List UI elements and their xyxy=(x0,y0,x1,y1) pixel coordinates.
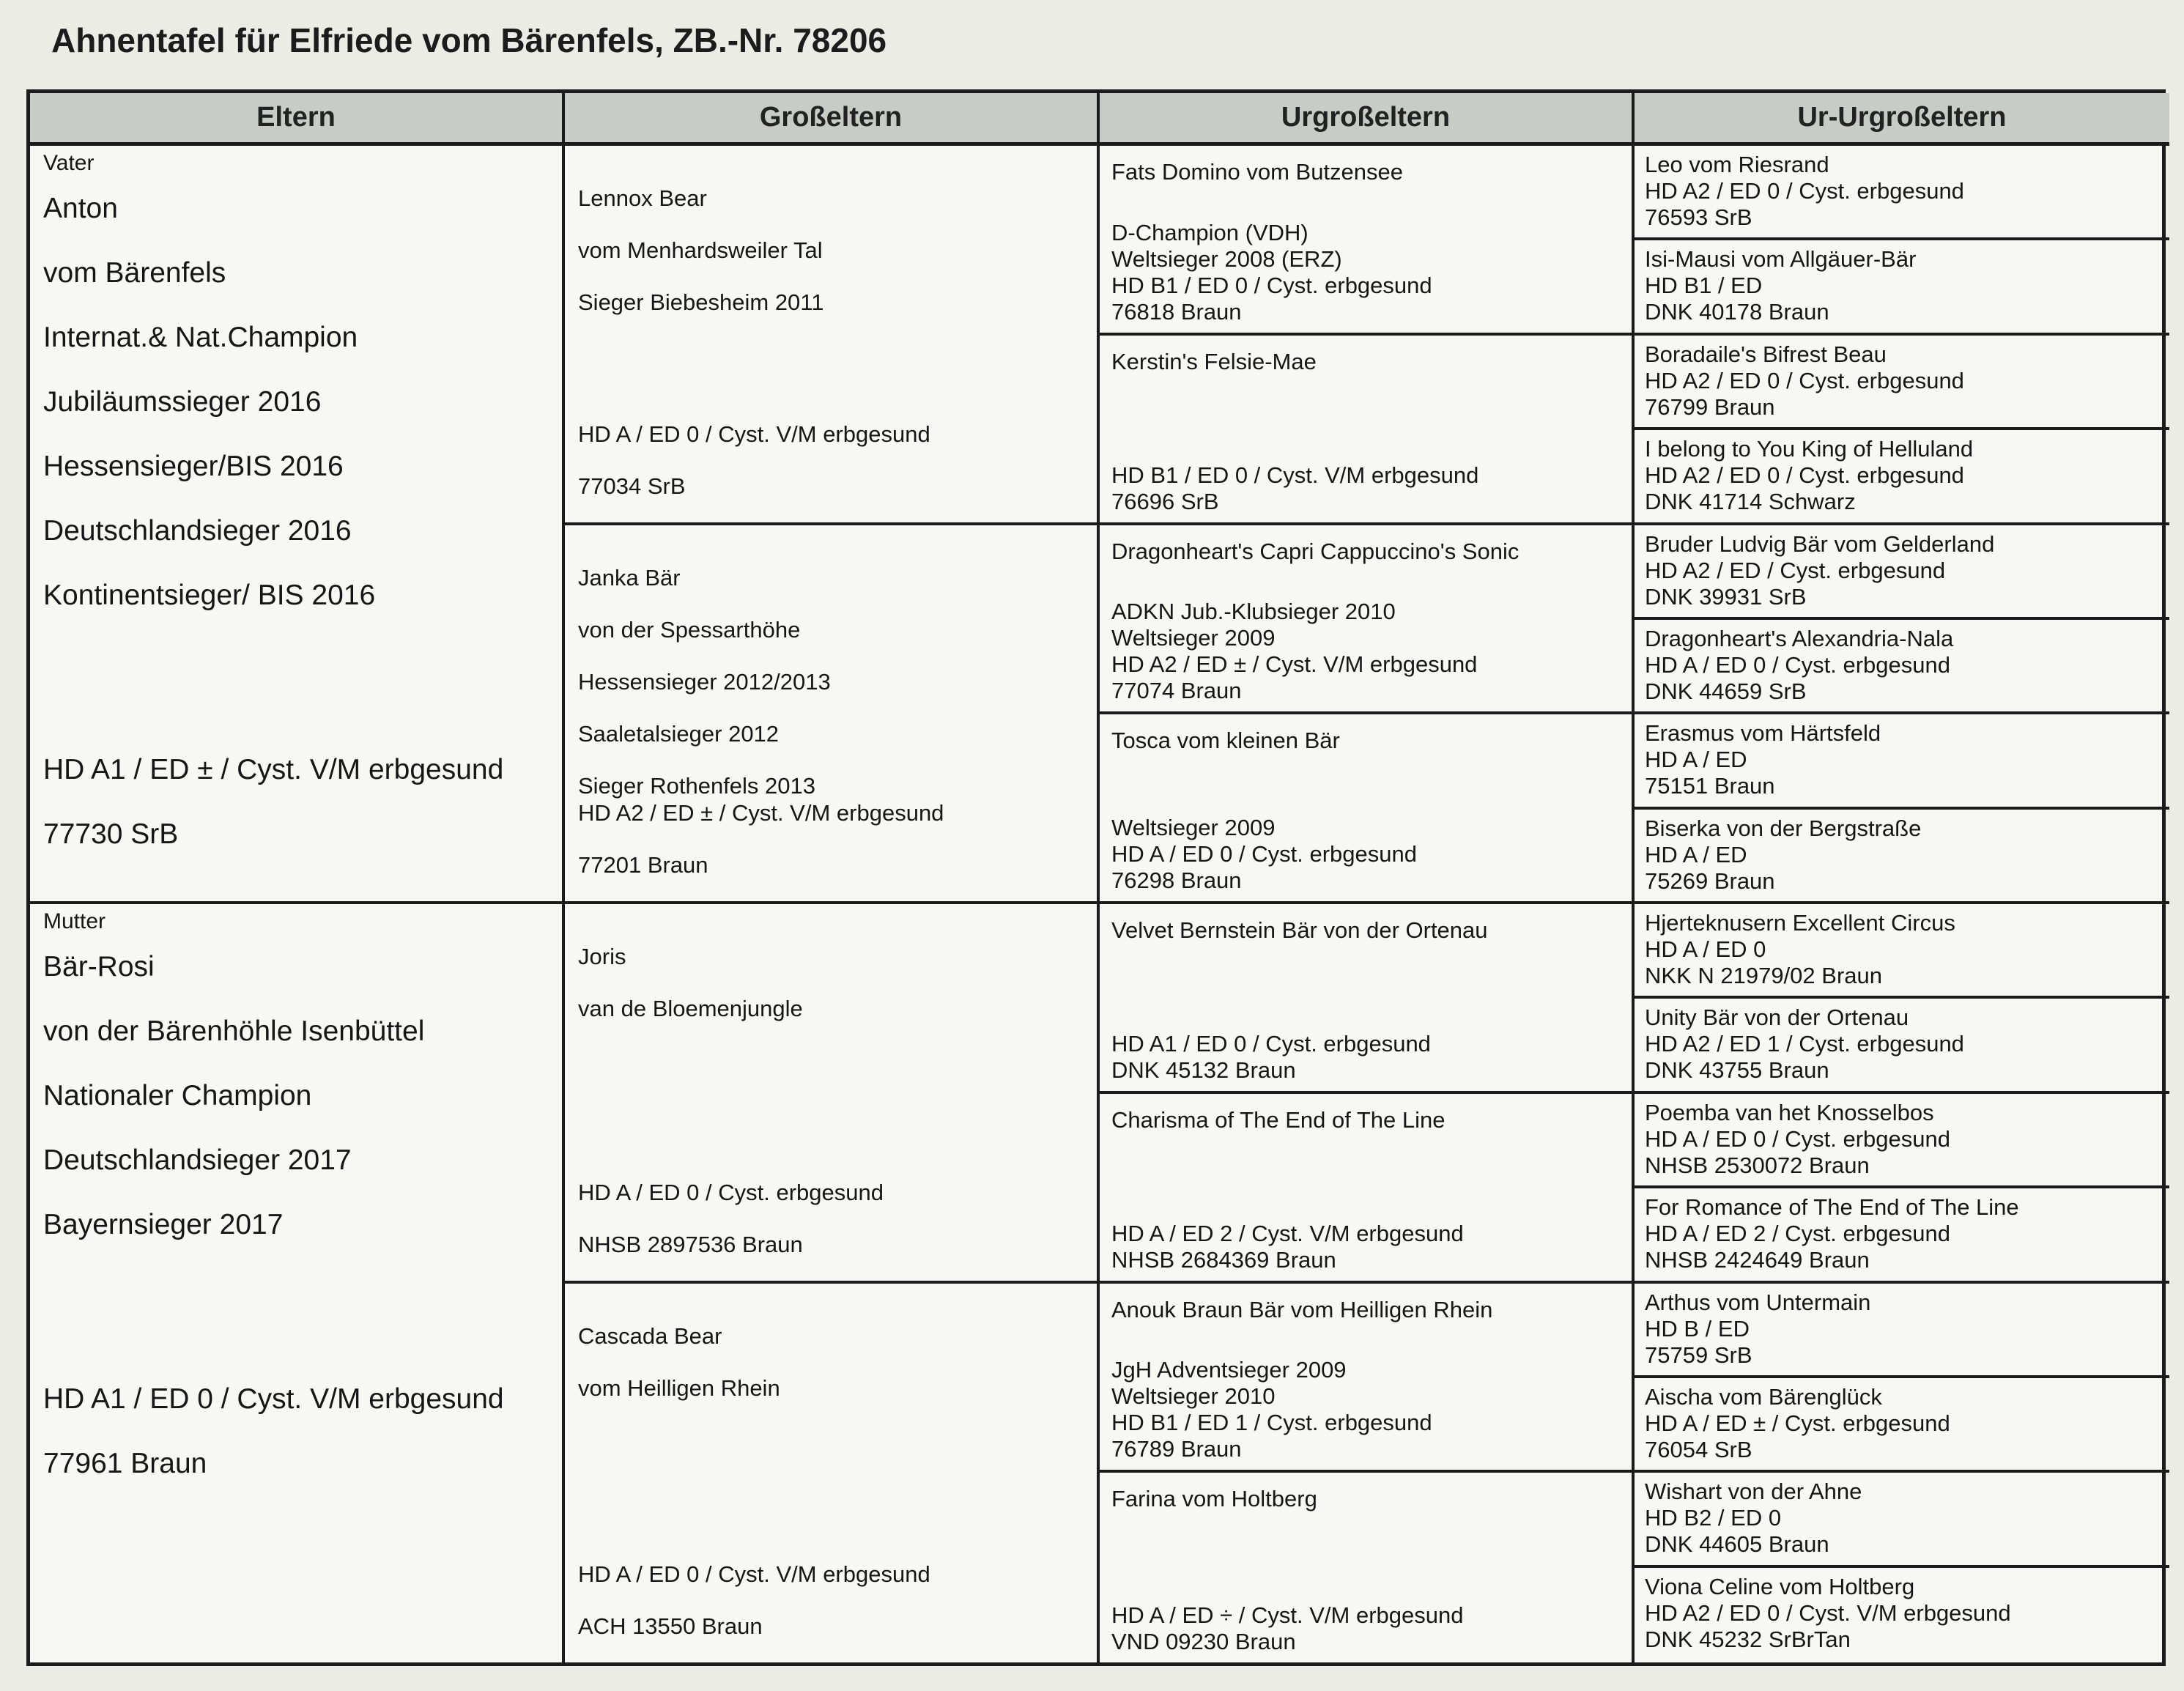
parent-line: Jubiläumssieger 2016 xyxy=(43,386,322,418)
great-great-grandparent-line: Isi-Mausi vom Allgäuer-Bär xyxy=(1645,246,1917,273)
great-grandparent-cell xyxy=(1100,714,1635,904)
grandparent-line: Lennox Bear xyxy=(578,185,707,211)
grandparent-line: vom Menhardsweiler Tal xyxy=(578,237,823,263)
parent-line: vom Bärenfels xyxy=(43,257,226,289)
great-grandparent-details xyxy=(1111,220,1624,325)
parent-line: Internat.& Nat.Champion xyxy=(43,322,358,353)
great-great-grandparent-line: HD A2 / ED 1 / Cyst. erbgesund xyxy=(1645,1031,1964,1057)
great-grandparent-detail-line: JgH Adventsieger 2009 xyxy=(1111,1357,1347,1383)
grandparent-line: Joris xyxy=(578,944,626,969)
grandparent-line: Sieger Rothenfels 2013 xyxy=(578,772,816,799)
great-great-grandparent-cell xyxy=(1635,525,2169,620)
parent-registration: 77961 Braun xyxy=(43,1448,207,1479)
great-great-grandparent-line: Wishart von der Ahne xyxy=(1645,1479,1862,1505)
great-great-grandparent-line: NKK N 21979/02 Braun xyxy=(1645,963,1882,988)
great-great-grandparent-line: For Romance of The End of The Line xyxy=(1645,1194,2019,1221)
great-grandparent-detail-line: HD A / ED ÷ / Cyst. V/M erbgesund xyxy=(1111,1602,1464,1628)
parent-label: Mutter xyxy=(43,909,106,933)
great-great-grandparent-line: Poemba van het Knosselbos xyxy=(1645,1099,1934,1125)
great-grandparent-detail-line: NHSB 2684369 Braun xyxy=(1111,1246,1336,1273)
great-grandparent-name: Velvet Bernstein Bär von der Ortenau xyxy=(1111,917,1488,943)
grandparent-foot-line: HD A2 / ED ± / Cyst. V/M erbgesund xyxy=(578,800,944,826)
grandparent-line: Hessensieger 2012/2013 xyxy=(578,668,831,695)
grandparent-line: Janka Bär xyxy=(578,564,681,591)
great-grandparent-cell xyxy=(1100,1094,1635,1284)
grandparent-foot-line: 77034 SrB xyxy=(578,473,686,499)
great-great-grandparent-line: Aischa vom Bärenglück xyxy=(1645,1383,1882,1410)
great-great-grandparent-line: DNK 44659 SrB xyxy=(1645,678,1807,704)
header-eltern: Eltern xyxy=(30,93,565,146)
great-grandparent-details xyxy=(1111,1357,1624,1462)
header-ur-urgrosseltern: Ur-Urgroßeltern xyxy=(1635,93,2169,146)
parent-label: Vater xyxy=(43,151,95,175)
great-great-grandparent-line: HD B / ED xyxy=(1645,1315,1750,1342)
great-great-grandparent-line: HD A / ED xyxy=(1645,747,1747,773)
great-great-grandparent-line: HD A / ED 0 xyxy=(1645,936,1766,962)
great-great-grandparent-line: 76799 Braun xyxy=(1645,393,1775,420)
parent-line: Kontinentsieger/ BIS 2016 xyxy=(43,580,376,611)
grandparent-footer xyxy=(578,787,944,891)
pedigree-table xyxy=(26,89,2166,1666)
great-grandparent-cell xyxy=(1100,1473,1635,1662)
great-great-grandparent-line: DNK 39931 SrB xyxy=(1645,583,1807,610)
great-grandparent-detail-line: 76818 Braun xyxy=(1111,298,1242,325)
great-great-grandparent-line: DNK 45232 SrBrTan xyxy=(1645,1626,1851,1652)
great-grandparent-detail-line: HD B1 / ED 1 / Cyst. erbgesund xyxy=(1111,1410,1432,1436)
parent-registration: 77730 SrB xyxy=(43,818,179,850)
great-great-grandparent-line: Unity Bär von der Ortenau xyxy=(1645,1004,1909,1031)
great-great-grandparent-cell xyxy=(1635,1284,2169,1378)
great-great-grandparent-line: 76054 SrB xyxy=(1645,1436,1752,1462)
parent-spacer xyxy=(43,1257,552,1367)
grandparent-cell xyxy=(565,904,1100,1284)
great-grandparent-details xyxy=(1111,1031,1624,1084)
great-great-grandparent-line: 75151 Braun xyxy=(1645,773,1775,799)
parent-mother xyxy=(30,904,565,1662)
grandparent-line: van de Bloemenjungle xyxy=(578,996,803,1021)
great-great-grandparent-line: HD B1 / ED xyxy=(1645,273,1763,299)
great-great-grandparent-line: HD A / ED 0 / Cyst. erbgesund xyxy=(1645,651,1950,678)
great-great-grandparent-line: NHSB 2530072 Braun xyxy=(1645,1152,1870,1178)
great-great-grandparent-cell xyxy=(1635,1188,2169,1283)
great-great-grandparent-line: Dragonheart's Alexandria-Nala xyxy=(1645,625,1954,651)
great-great-grandparent-line: HD A / ED xyxy=(1645,841,1747,867)
great-great-grandparent-line: Erasmus vom Härtsfeld xyxy=(1645,720,1881,747)
great-great-grandparent-line: Viona Celine vom Holtberg xyxy=(1645,1573,1915,1599)
great-grandparent-details xyxy=(1111,1221,1624,1273)
great-great-grandparent-line: DNK 43755 Braun xyxy=(1645,1057,1829,1084)
great-great-grandparent-line: HD A2 / ED 0 / Cyst. erbgesund xyxy=(1645,367,1964,393)
great-grandparent-name: Kerstin's Felsie-Mae xyxy=(1111,348,1317,374)
great-grandparent-name: Dragonheart's Capri Cappuccino's Sonic xyxy=(1111,538,1519,564)
grandparent-cell xyxy=(565,1284,1100,1663)
great-great-grandparent-line: HD A2 / ED 0 / Cyst. erbgesund xyxy=(1645,178,1964,204)
grandparent-line: Saaletalsieger 2012 xyxy=(578,720,780,747)
page-title: Ahnentafel für Elfriede vom Bärenfels, ZB.-Nr. 78206 xyxy=(51,21,887,59)
great-great-grandparent-line: Hjerteknusern Excellent Circus xyxy=(1645,910,1955,936)
great-great-grandparent-line: NHSB 2424649 Braun xyxy=(1645,1247,1870,1273)
great-great-grandparent-line: HD A2 / ED 0 / Cyst. erbgesund xyxy=(1645,462,1964,489)
great-grandparent-detail-line: Weltsieger 2009 xyxy=(1111,815,1276,840)
parent-line: von der Bärenhöhle Isenbüttel xyxy=(43,1015,425,1047)
grandparent-footer xyxy=(578,408,930,512)
grandparent-line: vom Heilligen Rhein xyxy=(578,1374,780,1401)
parent-line: Bayernsieger 2017 xyxy=(43,1209,284,1240)
great-grandparent-detail-line: 76789 Braun xyxy=(1111,1436,1242,1462)
great-great-grandparent-line: Bruder Ludvig Bär vom Gelderland xyxy=(1645,530,1995,557)
great-grandparent-detail-line: HD A / ED 2 / Cyst. V/M erbgesund xyxy=(1111,1220,1464,1246)
great-grandparent-detail-line: VND 09230 Braun xyxy=(1111,1629,1296,1654)
great-great-grandparent-cell xyxy=(1635,1094,2169,1188)
great-grandparent-detail-line: HD B1 / ED 0 / Cyst. erbgesund xyxy=(1111,272,1432,298)
great-grandparent-detail-line: ADKN Jub.-Klubsieger 2010 xyxy=(1111,599,1396,625)
great-grandparent-cell xyxy=(1100,525,1635,715)
great-grandparent-detail-line: 77074 Braun xyxy=(1111,678,1242,704)
great-great-grandparent-line: DNK 41714 Schwarz xyxy=(1645,489,1856,515)
great-grandparent-name: Charisma of The End of The Line xyxy=(1111,1106,1445,1133)
great-great-grandparent-line: HD A / ED 2 / Cyst. erbgesund xyxy=(1645,1221,1950,1247)
great-grandparent-detail-line: 76298 Braun xyxy=(1111,867,1242,893)
grandparent-foot-line: HD A / ED 0 / Cyst. V/M erbgesund xyxy=(578,1561,930,1587)
great-great-grandparent-line: I belong to You King of Helluland xyxy=(1645,436,1974,462)
grandparent-cell xyxy=(565,525,1100,905)
great-great-grandparent-cell xyxy=(1635,240,2169,335)
great-grandparent-detail-line: HD B1 / ED 0 / Cyst. V/M erbgesund xyxy=(1111,462,1479,488)
great-grandparent-cell xyxy=(1100,1284,1635,1473)
great-great-grandparent-cell xyxy=(1635,1568,2169,1662)
great-great-grandparent-cell xyxy=(1635,999,2169,1093)
great-grandparent-name: Farina vom Holtberg xyxy=(1111,1486,1317,1512)
parent-line: Anton xyxy=(43,193,118,224)
great-great-grandparent-cell xyxy=(1635,430,2169,525)
parent-line: Deutschlandsieger 2017 xyxy=(43,1144,352,1176)
great-great-grandparent-line: 75759 SrB xyxy=(1645,1342,1752,1368)
header-grosseltern: Großeltern xyxy=(565,93,1100,146)
grandparent-foot-line: HD A / ED 0 / Cyst. V/M erbgesund xyxy=(578,421,930,447)
grandparent-line: Sieger Biebesheim 2011 xyxy=(578,289,824,315)
great-great-grandparent-cell xyxy=(1635,810,2169,904)
great-great-grandparent-cell xyxy=(1635,336,2169,430)
great-great-grandparent-line: HD B2 / ED 0 xyxy=(1645,1505,1782,1531)
great-great-grandparent-line: Leo vom Riesrand xyxy=(1645,152,1829,177)
parent-health: HD A1 / ED ± / Cyst. V/M erbgesund xyxy=(43,754,504,785)
parent-health: HD A1 / ED 0 / Cyst. V/M erbgesund xyxy=(43,1383,504,1415)
great-grandparent-details xyxy=(1111,599,1624,704)
parent-line: Hessensieger/BIS 2016 xyxy=(43,451,344,482)
great-great-grandparent-line: DNK 44605 Braun xyxy=(1645,1531,1829,1558)
grandparent-foot-line: NHSB 2897536 Braun xyxy=(578,1231,803,1257)
great-grandparent-detail-line: 76696 SrB xyxy=(1111,488,1219,514)
grandparent-footer xyxy=(578,1166,884,1270)
great-great-grandparent-cell xyxy=(1635,1473,2169,1567)
great-great-grandparent-line: Arthus vom Untermain xyxy=(1645,1289,1871,1315)
great-great-grandparent-line: HD A2 / ED / Cyst. erbgesund xyxy=(1645,557,1946,583)
parent-line: Bär-Rosi xyxy=(43,951,155,983)
great-grandparent-detail-line: DNK 45132 Braun xyxy=(1111,1057,1296,1083)
grandparent-foot-line: 77201 Braun xyxy=(578,852,708,878)
great-great-grandparent-line: HD A / ED 0 / Cyst. erbgesund xyxy=(1645,1125,1950,1152)
grandparent-foot-line: HD A / ED 0 / Cyst. erbgesund xyxy=(578,1179,884,1205)
great-great-grandparent-line: HD A / ED ± / Cyst. erbgesund xyxy=(1645,1410,1950,1436)
grandparent-cell xyxy=(565,146,1100,525)
great-grandparent-detail-line: Weltsieger 2008 (ERZ) xyxy=(1111,245,1342,272)
great-great-grandparent-cell xyxy=(1635,620,2169,714)
great-great-grandparent-cell xyxy=(1635,714,2169,809)
great-great-grandparent-cell xyxy=(1635,146,2169,240)
great-grandparent-cell xyxy=(1100,336,1635,525)
great-great-grandparent-line: Boradaile's Bifrest Beau xyxy=(1645,341,1887,367)
great-grandparent-cell xyxy=(1100,146,1635,336)
great-grandparent-detail-line: HD A / ED 0 / Cyst. erbgesund xyxy=(1111,841,1417,867)
great-great-grandparent-line: 76593 SrB xyxy=(1645,204,1752,230)
great-grandparent-details xyxy=(1111,462,1624,515)
parent-line: Nationaler Champion xyxy=(43,1080,312,1111)
great-great-grandparent-line: HD A2 / ED 0 / Cyst. V/M erbgesund xyxy=(1645,1599,2011,1626)
great-grandparent-name: Anouk Braun Bär vom Heilligen Rhein xyxy=(1111,1296,1493,1322)
great-grandparent-name: Tosca vom kleinen Bär xyxy=(1111,728,1340,754)
grandparent-line: von der Spessarthöhe xyxy=(578,616,801,643)
great-grandparent-details xyxy=(1111,1602,1624,1655)
great-grandparent-detail-line: Weltsieger 2010 xyxy=(1111,1383,1276,1410)
great-great-grandparent-line: Biserka von der Bergstraße xyxy=(1645,815,1922,841)
parent-spacer xyxy=(43,628,552,738)
great-great-grandparent-line: DNK 40178 Braun xyxy=(1645,299,1829,325)
great-grandparent-detail-line: Weltsieger 2009 xyxy=(1111,625,1276,651)
grandparent-footer xyxy=(578,1548,930,1652)
great-grandparent-cell xyxy=(1100,904,1635,1094)
grandparent-line: Cascada Bear xyxy=(578,1322,722,1349)
great-grandparent-details xyxy=(1111,815,1624,894)
header-urgrosseltern: Urgroßeltern xyxy=(1100,93,1635,146)
great-grandparent-detail-line: HD A2 / ED ± / Cyst. V/M erbgesund xyxy=(1111,651,1478,678)
great-grandparent-detail-line: D-Champion (VDH) xyxy=(1111,219,1308,245)
great-great-grandparent-cell xyxy=(1635,1378,2169,1473)
great-grandparent-name: Fats Domino vom Butzensee xyxy=(1111,159,1404,185)
grandparent-foot-line: ACH 13550 Braun xyxy=(578,1613,763,1639)
parent-line: Deutschlandsieger 2016 xyxy=(43,515,352,547)
great-great-grandparent-line: 75269 Braun xyxy=(1645,867,1775,894)
parent-father xyxy=(30,146,565,904)
great-great-grandparent-cell xyxy=(1635,904,2169,999)
great-grandparent-detail-line: HD A1 / ED 0 / Cyst. erbgesund xyxy=(1111,1030,1431,1057)
